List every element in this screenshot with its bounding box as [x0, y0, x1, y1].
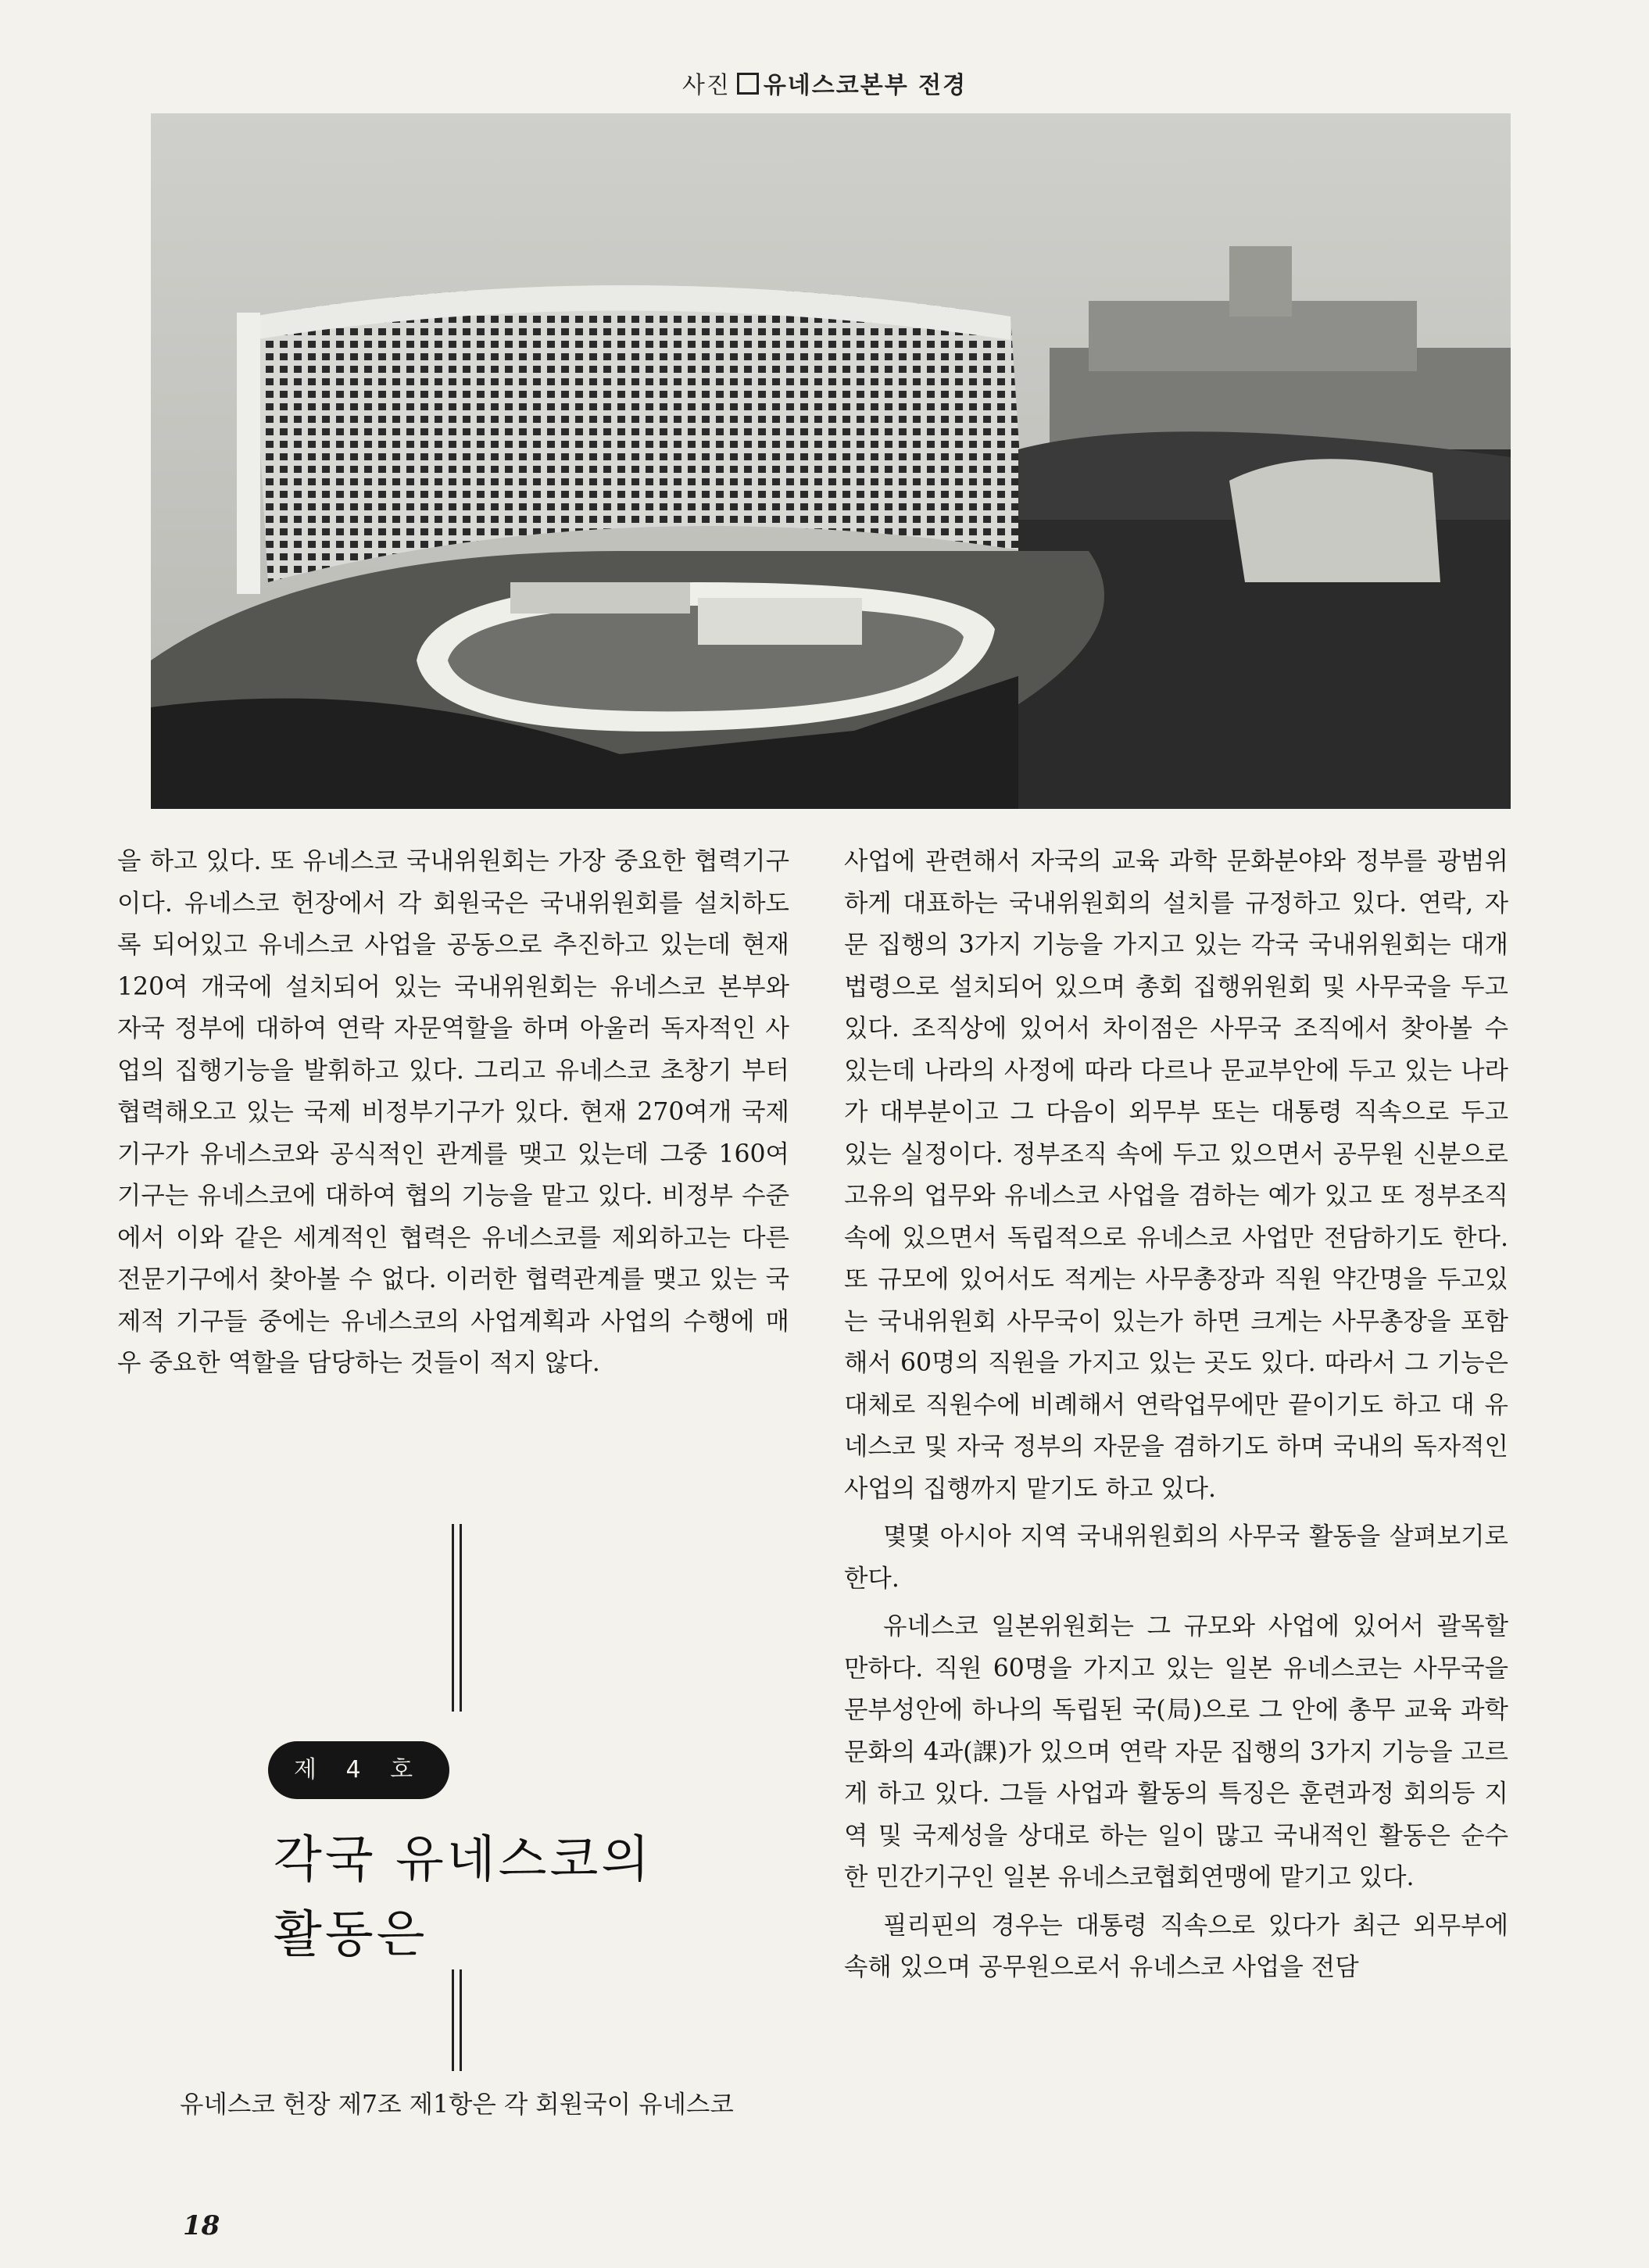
photo-caption	[0, 66, 1649, 100]
square-bullet-icon	[737, 73, 759, 95]
right-paragraph: 사업에 관련해서 자국의 교육 과학 문화분야와 정부를 광범위하게 대표하는 국내위원회의 설치를 규정하고 있다. 연락, 자문 집행의 3가지 기능을 가지고 있는 각국 국내위원회는 대개 법령으로 설치되어 있으며 총회 집행위원회 및 사무국을 두고 있다. 조직상에 있어서 차이점은 사무국 조직에서 찾아볼 수 있는데 나라의 사정에 따라 다르나 문교부안에 두고 있는 나라가 대부분이고 그 다음이 외무부 또는 대통령 직속으로 두고 있는 실정이다. 정부조직 속에 두고 있으면서 공무원 신분으로 고유의 업무와 유네스코 사업을 겸하는 예가 있고 또 정부조직속에 있으면서 독립적으로 유네스코 사업만 전담하기도 한다. 또 규모에 있어서도 적게는 사무총장과 직원 약간명을 두고있는 국내위원회 사무국이 있는가 하면 크게는 사무총장을 포함해서 60명의 직원을 가지고 있는 곳도 있다. 따라서 그 기능은 대체로 직원수에 비례해서 연락업무에만 끝이기도 하고 대 유네스코 및 자국 정부의 자문을 겸하기도 하며 국내의 독자적인 사업의 집행까지 맡기도 하고 있다.	[844, 847, 1508, 1503]
chapter-title-line: 활동은	[274, 1906, 428, 1964]
chapter-title-line: 각국 유네스코의	[274, 1831, 653, 1889]
right-paragraph: 몇몇 아시아 지역 국내위원회의 사무국 활동을 살펴보기로 한다.	[844, 1522, 1508, 1593]
chapter-badge: 제 4 호	[268, 1741, 449, 1799]
column-divider-line	[452, 1969, 454, 2071]
chapter-title	[274, 1823, 774, 1973]
left-column-text	[117, 841, 789, 1385]
column-divider-line	[460, 1969, 462, 2071]
caption-prefix: 사진	[681, 72, 731, 99]
right-paragraph: 유네스코 일본위원회는 그 규모와 사업에 있어서 괄목할 만하다. 직원 60명을 가지고 있는 일본 유네스코는 사무국을 문부성안에 하나의 독립된 국(局)으로 그 안에 총무 교육 과학 문화의 4과(課)가 있으며 연락 자문 집행의 3가지 기능을 고르게 하고 있다. 그들 사업과 활동의 특징은 훈련과정 회의등 지역 및 국제성을 상대로 하는 일이 많고 국내적인 활동은 순수한 민간기구인 일본 유네스코협회연맹에 맡기고 있다.	[844, 1612, 1508, 1891]
left-bottom-text	[180, 2084, 789, 2127]
right-paragraph: 필리핀의 경우는 대통령 직속으로 있다가 최근 외무부에 속해 있으며 공무원으로서 유네스코 사업을 전담	[844, 1911, 1508, 1981]
left-paragraph: 을 하고 있다. 또 유네스코 국내위원회는 가장 중요한 협력기구이다. 유네스코 헌장에서 각 회원국은 국내위원회를 설치하도록 되어있고 유네스코 사업을 공동으로 추진하고 있는데 현재 120여 개국에 설치되어 있는 국내위원회는 유네스코 본부와 자국 정부에 대하여 연락 자문역할을 하며 아울러 독자적인 사업의 집행기능을 발휘하고 있다. 그리고 유네스코 초창기 부터 협력해오고 있는 국제 비정부기구가 있다. 현재 270여개 국제기구가 유네스코와 공식적인 관계를 맺고 있는데 그중 160여 기구는 유네스코에 대하여 협의 기능을 맡고 있다. 비정부 수준에서 이와 같은 세계적인 협력은 유네스코를 제외하고는 다른 전문기구에서 찾아볼 수 없다. 이러한 협력관계를 맺고 있는 국제적 기구들 중에는 유네스코의 사업계획과 사업의 수행에 매우 중요한 역할을 담당하는 것들이 적지 않다.	[117, 847, 789, 1377]
column-divider-line	[452, 1524, 454, 1712]
left-bottom-paragraph: 유네스코 헌장 제7조 제1항은 각 회원국이 유네스코	[180, 2091, 734, 2119]
unesco-headquarters-photo	[151, 113, 1511, 809]
right-column-text	[844, 841, 1508, 1989]
caption-title: 유네스코본부 전경	[763, 72, 968, 99]
page-number: 18	[183, 2210, 220, 2241]
column-divider-line	[460, 1524, 462, 1712]
